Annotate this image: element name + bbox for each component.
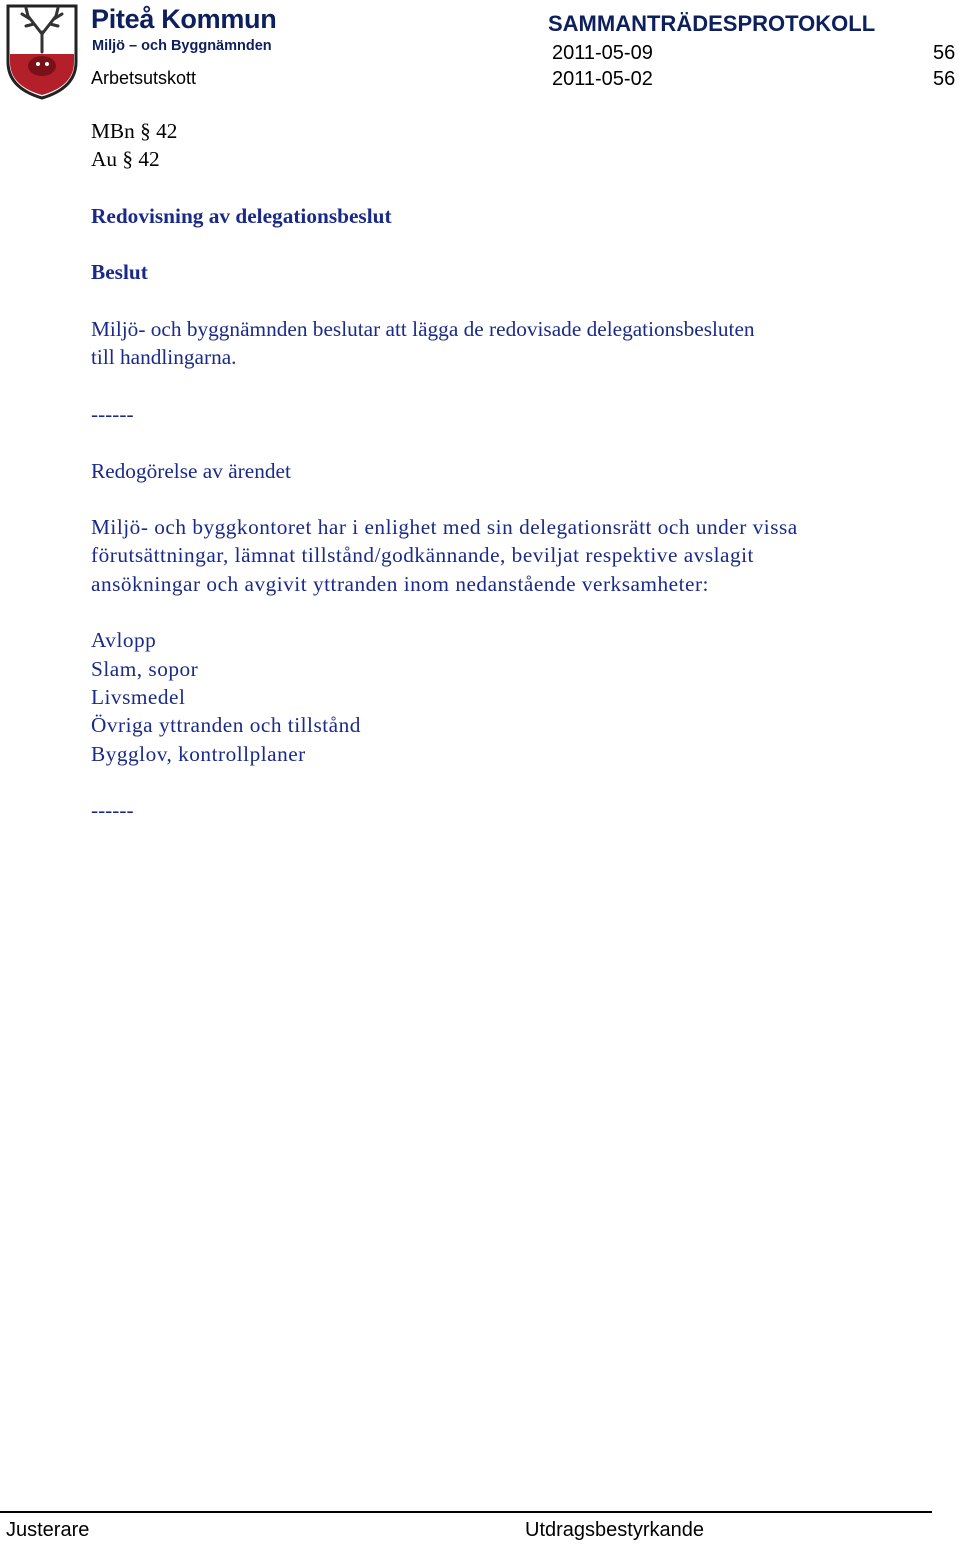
list-item: Bygglov, kontrollplaner: [91, 741, 306, 766]
separator: ------: [91, 401, 134, 426]
page-number-1: 56: [933, 42, 956, 64]
report-text-line-1: Miljö- och byggkontoret har i enlighet med sin delegationsrätt och under vissa: [91, 515, 798, 540]
footer-divider: [0, 1511, 932, 1513]
report-heading: Redogörelse av ärendet: [91, 458, 291, 483]
protocol-body: [91, 117, 931, 824]
brand-subtitle: Miljö – och Byggnämnden: [92, 38, 272, 54]
committee-name: Arbetsutskott: [91, 68, 197, 88]
separator-end: ------: [91, 798, 134, 823]
report-text-line-2: förutsättningar, lämnat tillstånd/godkännande, beviljat respektive avslagit: [91, 543, 754, 568]
page-number-2: 56: [933, 68, 956, 90]
decision-heading: Beslut: [91, 260, 148, 285]
brand-name: Piteå Kommun: [91, 4, 277, 34]
decision-text-line-2: till handlingarna.: [91, 345, 237, 370]
list-item: Övriga yttranden och tillstånd: [91, 713, 361, 738]
list-item: Avlopp: [91, 628, 157, 653]
paragraph-ref-mbn: MBn § 42: [91, 119, 178, 143]
footer-extract-certifier-label: Utdragsbestyrkande: [525, 1519, 704, 1541]
matter-title: Redovisning av delegationsbeslut: [91, 203, 392, 228]
meeting-date-1: 2011-05-09: [552, 42, 653, 64]
footer-adjuster-label: Justerare: [6, 1519, 90, 1541]
report-text-line-3: ansökningar och avgivit yttranden inom nedanstående verksamheter:: [91, 571, 709, 596]
list-item: Livsmedel: [91, 684, 186, 709]
meeting-date-2: 2011-05-02: [552, 68, 653, 90]
coat-of-arms-logo: [4, 2, 80, 100]
document-type: SAMMANTRÄDESPROTOKOLL: [548, 11, 876, 36]
decision-text-line-1: Miljö- och byggnämnden beslutar att lägga de redovisade delegationsbesluten: [91, 317, 755, 342]
list-item: Slam, sopor: [91, 656, 199, 681]
paragraph-ref-au: Au § 42: [91, 147, 160, 172]
